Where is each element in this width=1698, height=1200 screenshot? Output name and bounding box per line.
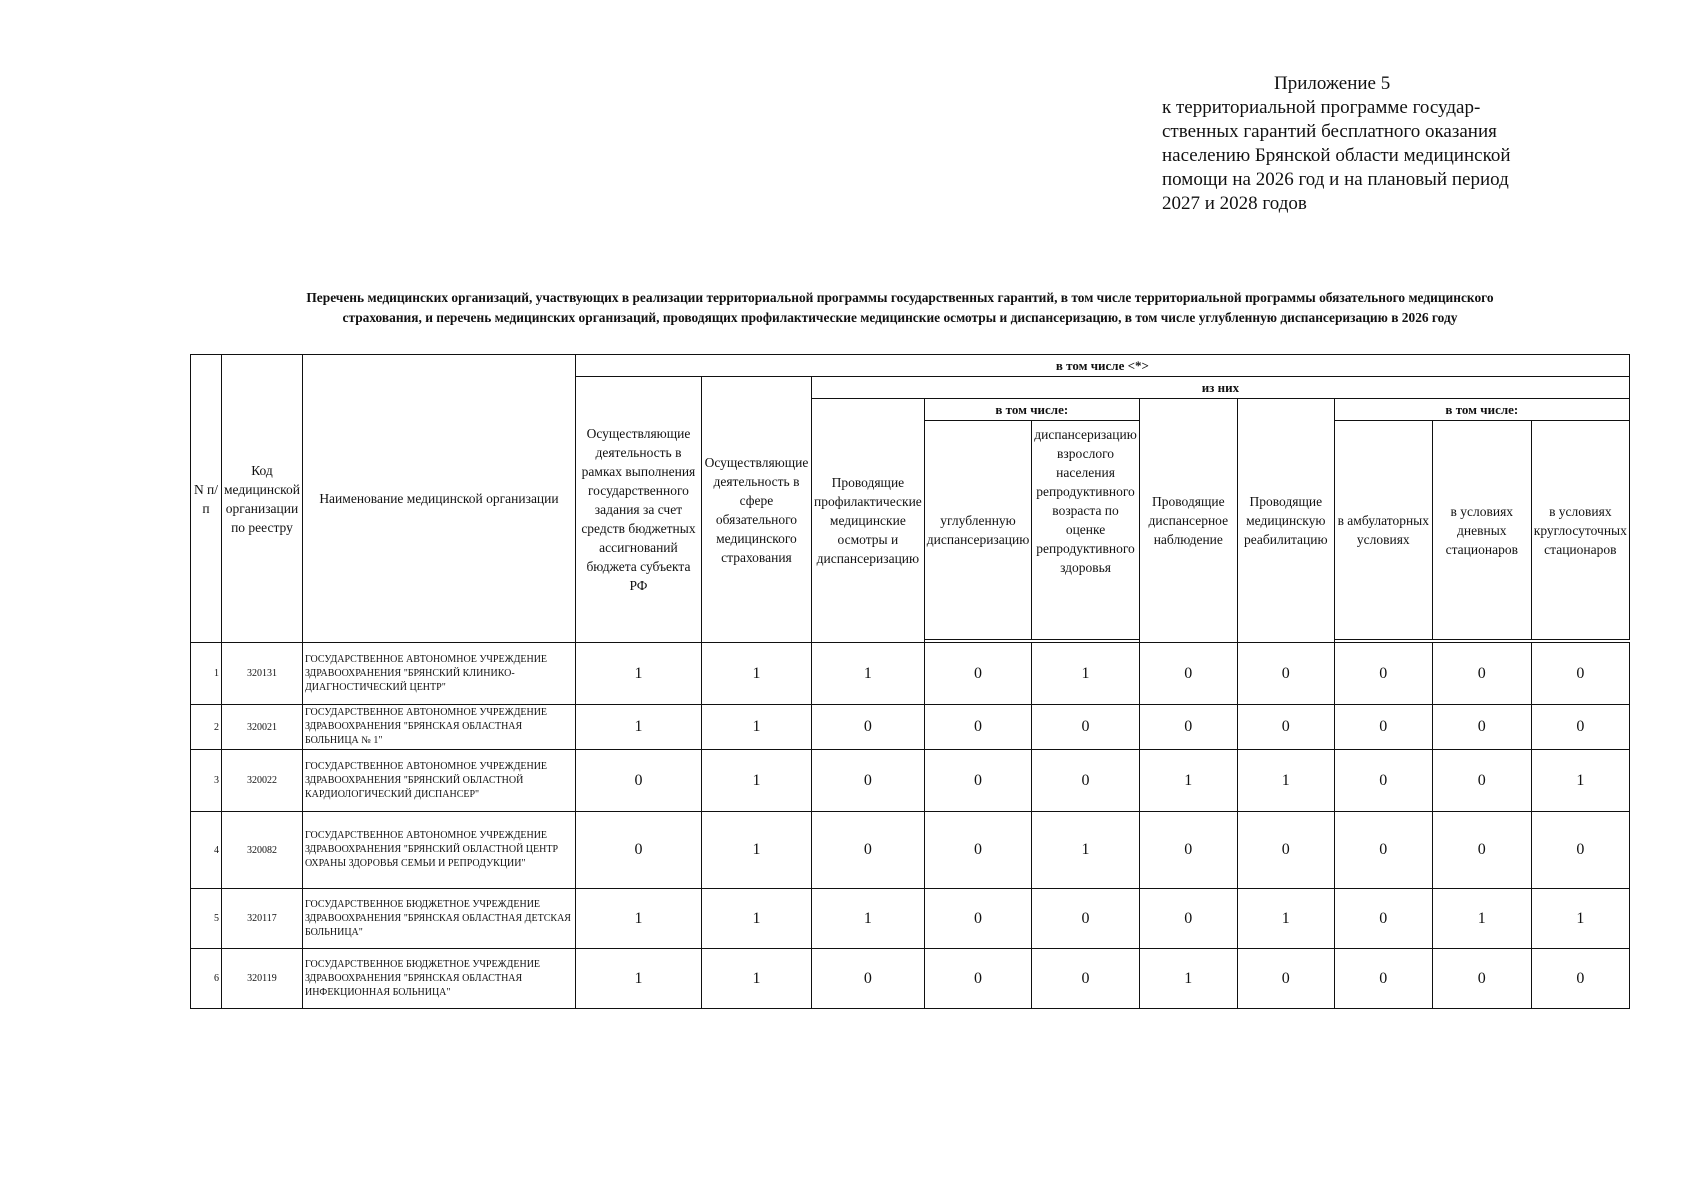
row-code: 320117 [222,889,303,949]
row-number: 2 [191,705,222,750]
cell-repro: 0 [1032,889,1140,949]
cell-round-hospital: 1 [1531,750,1629,812]
cell-repro: 0 [1032,949,1140,1009]
header-round-hospital: в условиях круглосуточных стационаров [1531,421,1629,640]
organizations-table [190,354,1630,1009]
cell-repro: 0 [1032,705,1140,750]
cell-ambulatory: 0 [1334,750,1432,812]
appendix-line: к территориальной программе государ- [1162,97,1481,118]
cell-state-task: 0 [575,812,701,889]
cell-round-hospital: 1 [1531,889,1629,949]
heading-line: страхования, и перечень медицинских организаций, проводящих профилактические медицинские осмотры и диспансеризацию, в том числе углубленную диспансеризацию в 2026 году [342,310,1458,325]
cell-ambulatory: 0 [1334,949,1432,1009]
cell-rehab: 0 [1237,643,1334,705]
cell-ambulatory: 0 [1334,889,1432,949]
cell-oms: 1 [701,889,811,949]
appendix-line: помощи на 2026 год и на плановый период [1162,169,1509,190]
row-number: 5 [191,889,222,949]
cell-day-hospital: 0 [1432,643,1531,705]
header-including-a: в том числе: [924,399,1139,421]
row-number: 3 [191,750,222,812]
cell-deep-disp: 0 [924,705,1032,750]
cell-round-hospital: 0 [1531,643,1629,705]
cell-oms: 1 [701,705,811,750]
header-rehab: Проводящие медицинскую реабилитацию [1237,399,1334,643]
row-org-name: ГОСУДАРСТВЕННОЕ АВТОНОМНОЕ УЧРЕЖДЕНИЕ ЗДРАВООХРАНЕНИЯ "БРЯНСКИЙ КЛИНИКО-ДИАГНОСТИЧЕСКИЙ ЦЕНТР" [302,643,575,705]
cell-deep-disp: 0 [924,643,1032,705]
cell-deep-disp: 0 [924,750,1032,812]
cell-rehab: 0 [1237,705,1334,750]
cell-disp-observation: 0 [1139,705,1237,750]
cell-repro: 1 [1032,812,1140,889]
row-number: 6 [191,949,222,1009]
header-including: в том числе <*> [575,355,1629,377]
cell-oms: 1 [701,812,811,889]
heading-line: Перечень медицинских организаций, участвующих в реализации территориальной программы государственных гарантий, в том числе территориальной программы обязательного медицинского [306,290,1494,305]
cell-deep-disp: 0 [924,812,1032,889]
cell-rehab: 0 [1237,812,1334,889]
header-prof-exams: Проводящие профилактические медицинские осмотры и диспансеризацию [811,399,924,643]
cell-day-hospital: 0 [1432,750,1531,812]
cell-deep-disp: 0 [924,949,1032,1009]
row-code: 320131 [222,643,303,705]
cell-oms: 1 [701,949,811,1009]
row-org-name: ГОСУДАРСТВЕННОЕ АВТОНОМНОЕ УЧРЕЖДЕНИЕ ЗДРАВООХРАНЕНИЯ "БРЯНСКАЯ ОБЛАСТНАЯ БОЛЬНИЦА № 1" [302,705,575,750]
cell-rehab: 1 [1237,750,1334,812]
cell-ambulatory: 0 [1334,812,1432,889]
cell-day-hospital: 0 [1432,705,1531,750]
header-num: N п/п [191,355,222,643]
header-deep-disp: углубленную диспансеризацию [924,421,1032,640]
cell-oms: 1 [701,643,811,705]
header-name: Наименование медицинской организации [302,355,575,643]
table-row [191,750,1630,812]
cell-disp-observation: 0 [1139,643,1237,705]
row-code: 320022 [222,750,303,812]
row-org-name: ГОСУДАРСТВЕННОЕ АВТОНОМНОЕ УЧРЕЖДЕНИЕ ЗДРАВООХРАНЕНИЯ "БРЯНСКИЙ ОБЛАСТНОЙ КАРДИОЛОГИЧЕСКИЙ ДИСПАНСЕР" [302,750,575,812]
cell-state-task: 1 [575,643,701,705]
table-row [191,705,1630,750]
cell-repro: 1 [1032,643,1140,705]
header-day-hospital: в условиях дневных стационаров [1432,421,1531,640]
cell-state-task: 1 [575,949,701,1009]
cell-prof: 1 [811,643,924,705]
appendix-block [1162,72,1562,216]
table-row [191,812,1630,889]
row-org-name: ГОСУДАРСТВЕННОЕ АВТОНОМНОЕ УЧРЕЖДЕНИЕ ЗДРАВООХРАНЕНИЯ "БРЯНСКИЙ ОБЛАСТНОЙ ЦЕНТР ОХРАНЫ ЗДОРОВЬЯ СЕМЬИ И РЕПРОДУКЦИИ" [302,812,575,889]
cell-ambulatory: 0 [1334,643,1432,705]
row-org-name: ГОСУДАРСТВЕННОЕ БЮДЖЕТНОЕ УЧРЕЖДЕНИЕ ЗДРАВООХРАНЕНИЯ "БРЯНСКАЯ ОБЛАСТНАЯ ИНФЕКЦИОННАЯ БОЛЬНИЦА" [302,949,575,1009]
row-code: 320021 [222,705,303,750]
row-code: 320119 [222,949,303,1009]
cell-day-hospital: 0 [1432,812,1531,889]
cell-prof: 1 [811,889,924,949]
header-oms: Осуществляющие деятельность в сфере обязательного медицинского страхования [701,377,811,643]
appendix-line: 2027 и 2028 годов [1162,193,1307,214]
cell-day-hospital: 0 [1432,949,1531,1009]
appendix-line: населению Брянской области медицинской [1162,145,1511,166]
cell-state-task: 1 [575,705,701,750]
row-code: 320082 [222,812,303,889]
cell-prof: 0 [811,949,924,1009]
cell-round-hospital: 0 [1531,812,1629,889]
cell-state-task: 1 [575,889,701,949]
cell-disp-observation: 1 [1139,949,1237,1009]
appendix-line: ственных гарантий бесплатного оказания [1162,121,1497,142]
table-row [191,643,1630,705]
row-org-name: ГОСУДАРСТВЕННОЕ БЮДЖЕТНОЕ УЧРЕЖДЕНИЕ ЗДРАВООХРАНЕНИЯ "БРЯНСКАЯ ОБЛАСТНАЯ ДЕТСКАЯ БОЛЬНИЦА" [302,889,575,949]
cell-rehab: 1 [1237,889,1334,949]
cell-deep-disp: 0 [924,889,1032,949]
cell-ambulatory: 0 [1334,705,1432,750]
cell-oms: 1 [701,750,811,812]
table-row [191,889,1630,949]
cell-disp-observation: 0 [1139,812,1237,889]
cell-repro: 0 [1032,750,1140,812]
cell-prof: 0 [811,812,924,889]
header-including-b: в том числе: [1334,399,1629,421]
header-state-task: Осуществляющие деятельность в рамках выполнения государственного задания за счет средств бюджетных ассигнований бюджета субъекта РФ [575,377,701,643]
appendix-title: Приложение 5 [1274,73,1391,94]
cell-round-hospital: 0 [1531,705,1629,750]
header-code: Код медицинской организации по реестру [222,355,303,643]
header-ambulatory: в амбулаторных условиях [1334,421,1432,640]
cell-state-task: 0 [575,750,701,812]
cell-disp-observation: 0 [1139,889,1237,949]
cell-round-hospital: 0 [1531,949,1629,1009]
cell-disp-observation: 1 [1139,750,1237,812]
cell-prof: 0 [811,750,924,812]
header-disp-observation: Проводящие диспансерное наблюдение [1139,399,1237,643]
header-of-them: из них [811,377,1629,399]
cell-rehab: 0 [1237,949,1334,1009]
cell-day-hospital: 1 [1432,889,1531,949]
row-number: 4 [191,812,222,889]
table-row [191,949,1630,1009]
header-repro: диспансеризацию взрослого населения репродуктивного возраста по оценке репродуктивного здоровья [1032,421,1140,640]
cell-prof: 0 [811,705,924,750]
document-heading [190,288,1610,328]
row-number: 1 [191,643,222,705]
